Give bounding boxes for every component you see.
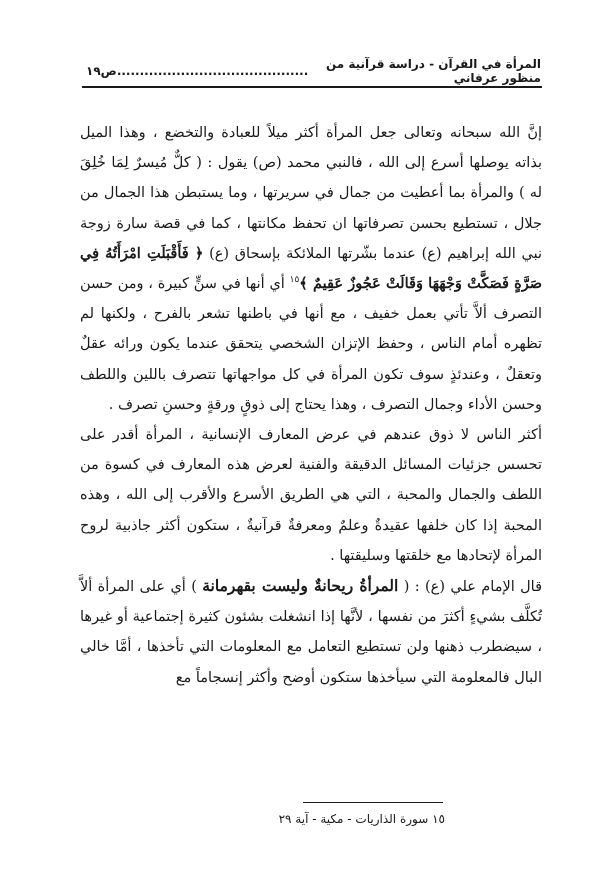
hadith-quote: المرأةُ ريحانةٌ وليست بقهرمانة xyxy=(202,576,399,596)
paragraph-1-part-b: أي أنها في سنٍّ كبيرة ، ومن حسن التصرف ألاَّ تأتي بعمل خفيف ، مع أنها في باطنها تشعر بالفرح ، ولكنها لم تظهره أمام الناس ، وحفظ الإتزان الشخصي يتحقق عندما يكون ورائه عقلٌ وتعقلٌ ، وعندئذٍ سوف تكون المرأة في كل مواجهاتها تتصرف باللين واللطف وحسن الأداء وجمال التصرف ، وهذا يحتاج إلى ذوقٍ ورقةٍ وحسنِ تصرف . xyxy=(80,276,542,413)
footnote-rule xyxy=(303,802,443,803)
footnote-reference: ١٥ xyxy=(289,275,300,286)
running-header xyxy=(86,57,541,85)
paragraph-3-lead: قال الإمام علي (ع) : ( xyxy=(403,579,543,596)
header-page-number: ص١٩ xyxy=(86,64,117,78)
paragraph-3-rest: ) أي على المرأة ألاَّ تُكلَّف بشيءٍ أكثرَ من نفسها ، لأنَّها إذا انشغلت بشئون كثيرة إجتماعية أو غيرها ، سيضطرب ذهنها ولن تستطيع التعامل مع المعلومات التي تأخذها ، أمَّا خالي البال فالمعلومة التي سيأخذها ستكون أوضح وأكثر إنسجاماً مع xyxy=(80,579,542,686)
header-rule xyxy=(82,86,542,88)
paragraph-1 xyxy=(80,118,542,420)
header-title: المرأة في القرآن - دراسة قرآنية من منظور عرفاني xyxy=(325,57,541,85)
footnote: ١٥ سورة الذاريات - مكية - آية ٢٩ xyxy=(278,812,445,826)
header-dots: .......................................... xyxy=(116,64,309,78)
paragraph-2: أكثر الناس لا ذوق عندهم في عرض المعارف الإنسانية ، المرأة أقدر على تحسس جزئيات المسائل الدقيقة والفنية لعرض هذه المعارف في كسوة من اللطف والجمال والمحبة ، التي هي الطريق الأسرع والأقرب إلى الله ، وهذه المحبة إذا كان خلفها عقيدةٌ وعلمٌ ومعرفةٌ قرآنيةٌ ، ستكون أكثر جاذبية لروح المرأة لإتحادها مع خلقتها وسليقتها . xyxy=(80,427,542,564)
paragraph-1-part-a: إنَّ الله سبحانه وتعالى جعل المرأة أكثر ميلاً للعبادة والتخضع ، وهذا الميل بذاته يوصلها أسرع إلى الله ، فالنبي محمد (ص) يقول : ( كلٌّ مُيسرٌ لِمَا خُلِقَ له ) والمرأة بما أعطيت من جمال في سريرتها ، وما يستبطن هذا الجمال من جلال ، تستطيع بحسن تصرفاتها ان تحفظ مكانتها ، كما في قصة سارة زوجة نبي الله إبراهيم (ع) عندما بشّرتها الملائكة بإسحاق (ع) xyxy=(80,125,543,262)
body-text xyxy=(80,118,542,693)
quran-verse: ﴿ فَأَقْبَلَتِ امْرَأَتُهُ فِي صَرَّةٍ فَصَكَّتْ وَجْهَهَا وَقَالَتْ عَجُوزٌ عَقِيمٌ ﴾ xyxy=(80,244,543,293)
paragraph-3 xyxy=(80,571,542,693)
